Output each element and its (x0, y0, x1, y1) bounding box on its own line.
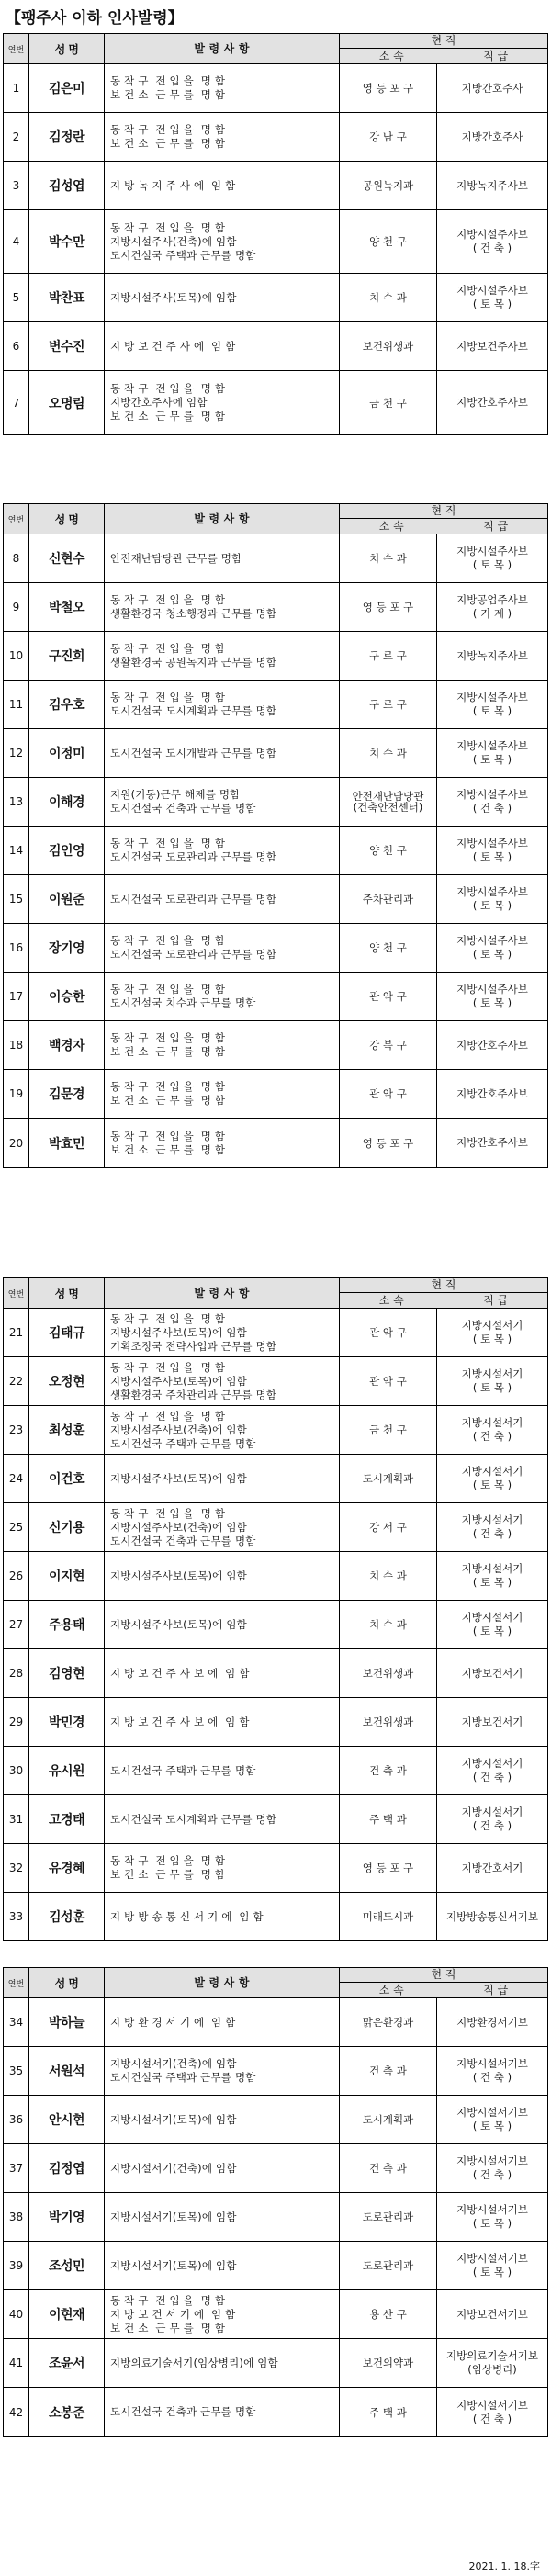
current-department: 금 천 구 (340, 1406, 437, 1454)
appointment-order: 지방시설주사보(토목)에 임함 (105, 1601, 340, 1648)
header-rank: 직 급 (483, 1294, 509, 1307)
table-row (4, 162, 547, 210)
header-no: 연번 (4, 504, 29, 534)
row-number: 30 (4, 1747, 29, 1794)
header-prev (340, 1968, 547, 1997)
appointment-order: 동 작 구 전 입 을 명 함 생활환경국 청소행정과 근무를 명함 (105, 583, 340, 631)
table-row (4, 1070, 547, 1119)
current-rank: 지방간호주사보 (456, 1038, 528, 1052)
current-rank: 지방시설서기 ( 건 축 ) (461, 1513, 523, 1540)
row-number: 8 (4, 534, 29, 582)
person-name: 김은미 (29, 64, 105, 112)
row-number: 14 (4, 827, 29, 874)
current-department: 보건위생과 (340, 1698, 437, 1746)
table-row (4, 1795, 547, 1844)
current-department: 도로관리과 (340, 2193, 437, 2241)
current-department: 구 로 구 (340, 632, 437, 680)
appointment-order: 지 방 녹 지 주 사 에 임 함 (105, 162, 340, 209)
current-department: 강 북 구 (340, 1021, 437, 1069)
person-name: 박민경 (29, 1698, 105, 1746)
current-rank: 지방환경서기보 (456, 2015, 528, 2029)
row-number: 35 (4, 2047, 29, 2095)
header-prev (340, 34, 547, 63)
person-name: 구진희 (29, 632, 105, 680)
person-name: 김정란 (29, 113, 105, 161)
current-rank: 지방시설서기보 ( 토 목 ) (456, 2252, 528, 2278)
current-rank: 지방시설주사보 ( 토 목 ) (456, 739, 528, 766)
current-rank: 지방시설서기 ( 토 목 ) (461, 1367, 523, 1394)
row-number: 19 (4, 1070, 29, 1118)
row-number: 39 (4, 2242, 29, 2289)
row-number: 40 (4, 2290, 29, 2338)
current-department: 도시계획과 (340, 2096, 437, 2143)
header-prev-title: 현 직 (340, 1278, 547, 1293)
current-rank: 지방시설서기보 ( 건 축 ) (456, 2398, 528, 2425)
row-number: 20 (4, 1119, 29, 1167)
current-rank: 지방시설서기보 ( 건 축 ) (456, 2154, 528, 2181)
table-row (4, 1309, 547, 1357)
table-row (4, 729, 547, 778)
table-row (4, 371, 547, 434)
table-row (4, 534, 547, 583)
table-row (4, 2242, 547, 2290)
current-rank: 지방시설주사보 ( 토 목 ) (456, 545, 528, 571)
current-department: 양 천 구 (340, 924, 437, 972)
person-name: 안시현 (29, 2096, 105, 2143)
appointment-order: 동 작 구 전 입 을 명 함 지방시설주사(건축)에 임함 도시건설국 주택과 근무를 명함 (105, 210, 340, 273)
header-prev-sub (340, 519, 547, 534)
current-rank: 지방시설서기 ( 건 축 ) (461, 1757, 523, 1783)
appointment-order: 지방시설주사보(토목)에 임함 (105, 1552, 340, 1600)
personnel-table (3, 1967, 548, 2437)
row-number: 21 (4, 1309, 29, 1356)
appointment-order: 동 작 구 전 입 을 명 함 지방시설주사보(토목)에 임함 기획조정국 전략사업과 근무를 명함 (105, 1309, 340, 1356)
table-row (4, 1455, 547, 1503)
appointment-order: 동 작 구 전 입 을 명 함 보 건 소 근 무 를 명 함 (105, 113, 340, 161)
current-department: 보건위생과 (340, 322, 437, 370)
appointment-order: 지방시설서기(토목)에 임함 (105, 2096, 340, 2143)
person-name: 장기영 (29, 924, 105, 972)
current-rank: 지방보건주사보 (456, 339, 528, 353)
current-rank: 지방방송통신서기보 (446, 1909, 538, 1923)
current-department: 양 천 구 (340, 827, 437, 874)
person-name: 김인영 (29, 827, 105, 874)
table-row (4, 924, 547, 973)
appointment-order: 도시건설국 도로관리과 근무를 명함 (105, 875, 340, 923)
person-name: 소봉준 (29, 2388, 105, 2436)
header-rank: 직 급 (483, 1984, 509, 1997)
person-name: 유시원 (29, 1747, 105, 1794)
person-name: 박기영 (29, 2193, 105, 2241)
row-number: 17 (4, 973, 29, 1020)
current-department: 강 남 구 (340, 113, 437, 161)
personnel-table (3, 1277, 548, 1941)
current-rank: 지방시설서기 ( 건 축 ) (461, 1805, 523, 1832)
current-department: 건 축 과 (340, 1747, 437, 1794)
table-row (4, 2290, 547, 2339)
row-number: 31 (4, 1795, 29, 1843)
header-no: 연번 (4, 1968, 29, 1997)
row-number: 1 (4, 64, 29, 112)
current-department: 치 수 과 (340, 1552, 437, 1600)
row-number: 36 (4, 2096, 29, 2143)
header-dept: 소 속 (340, 519, 444, 534)
row-number: 27 (4, 1601, 29, 1648)
current-rank: 지방보건서기 (461, 1715, 523, 1728)
row-number: 25 (4, 1503, 29, 1551)
row-number: 28 (4, 1649, 29, 1697)
current-rank: 지방시설서기보 ( 토 목 ) (456, 2203, 528, 2230)
appointment-order: 동 작 구 전 입 을 명 함 지방시설주사보(건축)에 임함 도시건설국 주택과 근무를 명함 (105, 1406, 340, 1454)
table-row (4, 583, 547, 632)
current-department: 관 악 구 (340, 1070, 437, 1118)
person-name: 신기용 (29, 1503, 105, 1551)
table-header (4, 34, 547, 64)
person-name: 오명림 (29, 371, 105, 434)
person-name: 고경태 (29, 1795, 105, 1843)
current-department: 용 산 구 (340, 2290, 437, 2338)
table-row (4, 2144, 547, 2193)
current-rank: 지방시설서기보 ( 토 목 ) (456, 2106, 528, 2132)
current-rank: 지방시설서기 ( 토 목 ) (461, 1465, 523, 1491)
current-department: 주 택 과 (340, 1795, 437, 1843)
current-rank: 지방시설주사보 ( 토 목 ) (456, 837, 528, 863)
person-name: 박찬표 (29, 274, 105, 321)
current-department: 미래도시과 (340, 1893, 437, 1940)
row-number: 9 (4, 583, 29, 631)
row-number: 42 (4, 2388, 29, 2436)
row-number: 37 (4, 2144, 29, 2192)
header-rank: 직 급 (483, 520, 509, 533)
current-rank: 지방시설주사보 ( 토 목 ) (456, 284, 528, 310)
header-order: 발 령 사 항 (105, 34, 340, 63)
appointment-order: 지 방 환 경 서 기 에 임 함 (105, 1998, 340, 2046)
appointment-order: 동 작 구 전 입 을 명 함 도시건설국 치수과 근무를 명함 (105, 973, 340, 1020)
table-row (4, 1357, 547, 1406)
appointment-order: 지원(기동)근무 해제를 명함 도시건설국 건축과 근무를 명함 (105, 778, 340, 826)
header-name: 성 명 (29, 1968, 105, 1997)
current-department: 영 등 포 구 (340, 583, 437, 631)
appointment-order: 도시건설국 주택과 근무를 명함 (105, 1747, 340, 1794)
header-prev-title: 현 직 (340, 1968, 547, 1983)
table-row (4, 1649, 547, 1698)
appointment-order: 동 작 구 전 입 을 명 함 보 건 소 근 무 를 명 함 (105, 1844, 340, 1892)
current-department: 주차관리과 (340, 875, 437, 923)
row-number: 23 (4, 1406, 29, 1454)
current-department: 보건의약과 (340, 2339, 437, 2387)
person-name: 오정현 (29, 1357, 105, 1405)
current-department: 치 수 과 (340, 729, 437, 777)
current-rank: 지방시설서기 ( 토 목 ) (461, 1611, 523, 1637)
appointment-order: 지 방 방 송 통 신 서 기 에 임 함 (105, 1893, 340, 1940)
current-department: 영 등 포 구 (340, 1844, 437, 1892)
current-rank: 지방시설서기 ( 토 목 ) (461, 1562, 523, 1589)
appointment-order: 동 작 구 전 입 을 명 함 도시건설국 도로관리과 근무를 명함 (105, 827, 340, 874)
person-name: 김문경 (29, 1070, 105, 1118)
person-name: 박효민 (29, 1119, 105, 1167)
header-prev (340, 504, 547, 534)
current-department: 주 택 과 (340, 2388, 437, 2436)
header-name: 성 명 (29, 1278, 105, 1308)
appointment-order: 지방의료기술서기(임상병리)에 임함 (105, 2339, 340, 2387)
row-number: 2 (4, 113, 29, 161)
table-row (4, 1503, 547, 1552)
appointment-order: 동 작 구 전 입 을 명 함 도시건설국 도로관리과 근무를 명함 (105, 924, 340, 972)
current-department: 건 축 과 (340, 2144, 437, 2192)
current-department: 관 악 구 (340, 1357, 437, 1405)
appointment-order: 지방시설서기(토목)에 임함 (105, 2242, 340, 2289)
row-number: 18 (4, 1021, 29, 1069)
header-order: 발 령 사 항 (105, 504, 340, 534)
table-row (4, 2047, 547, 2096)
person-name: 김우호 (29, 681, 105, 728)
header-name: 성 명 (29, 504, 105, 534)
appointment-order: 동 작 구 전 입 을 명 함 보 건 소 근 무 를 명 함 (105, 1119, 340, 1167)
current-rank: 지방간호주사 (461, 129, 523, 143)
appointment-order: 동 작 구 전 입 을 명 함 보 건 소 근 무 를 명 함 (105, 64, 340, 112)
current-rank: 지방시설주사보 ( 토 목 ) (456, 934, 528, 961)
personnel-table (3, 503, 548, 1168)
issue-date: 2021. 1. 18.字 (468, 2560, 540, 2572)
current-department: 영 등 포 구 (340, 1119, 437, 1167)
table-row (4, 322, 547, 371)
row-number: 3 (4, 162, 29, 209)
current-department: 공원녹지과 (340, 162, 437, 209)
person-name: 백경자 (29, 1021, 105, 1069)
current-rank: 지방녹지주사보 (456, 178, 528, 192)
current-department: 맑은환경과 (340, 1998, 437, 2046)
row-number: 34 (4, 1998, 29, 2046)
table-header (4, 1278, 547, 1309)
row-number: 12 (4, 729, 29, 777)
table-row (4, 2096, 547, 2144)
header-prev-sub (340, 49, 547, 63)
appointment-order: 동 작 구 전 입 을 명 함 보 건 소 근 무 를 명 함 (105, 1021, 340, 1069)
appointment-order: 지 방 보 건 주 사 에 임 함 (105, 322, 340, 370)
person-name: 이현재 (29, 2290, 105, 2338)
row-number: 32 (4, 1844, 29, 1892)
current-department: 건 축 과 (340, 2047, 437, 2095)
table-row (4, 1119, 547, 1167)
table-row (4, 875, 547, 924)
table-row (4, 681, 547, 729)
person-name: 이정미 (29, 729, 105, 777)
table-row (4, 1601, 547, 1649)
appointment-order: 지방시설서기(건축)에 임함 도시건설국 주택과 근무를 명함 (105, 2047, 340, 2095)
header-rank: 직 급 (483, 50, 509, 62)
appointment-order: 지방시설주사보(토목)에 임함 (105, 1455, 340, 1502)
appointment-order: 지 방 보 건 주 사 보 에 임 함 (105, 1698, 340, 1746)
table-row (4, 1747, 547, 1795)
row-number: 15 (4, 875, 29, 923)
person-name: 신현수 (29, 534, 105, 582)
person-name: 이승한 (29, 973, 105, 1020)
current-rank: 지방시설주사보 ( 토 목 ) (456, 983, 528, 1009)
person-name: 박수만 (29, 210, 105, 273)
current-rank: 지방간호주사보 (456, 1086, 528, 1100)
appointment-order: 지방시설서기(토목)에 임함 (105, 2193, 340, 2241)
appointment-order: 안전재난담당관 근무를 명함 (105, 534, 340, 582)
person-name: 유경혜 (29, 1844, 105, 1892)
person-name: 김정엽 (29, 2144, 105, 2192)
header-dept: 소 속 (340, 1293, 444, 1308)
person-name: 주용태 (29, 1601, 105, 1648)
table-row (4, 1406, 547, 1455)
person-name: 조윤서 (29, 2339, 105, 2387)
current-department: 도시계획과 (340, 1455, 437, 1502)
person-name: 이지현 (29, 1552, 105, 1600)
table-row (4, 1021, 547, 1070)
row-number: 22 (4, 1357, 29, 1405)
appointment-order: 지방시설주사(토목)에 임함 (105, 274, 340, 321)
table-row (4, 2388, 547, 2436)
current-rank: 지방보건서기 (461, 1666, 523, 1680)
appointment-order: 동 작 구 전 입 을 명 함 보 건 소 근 무 를 명 함 (105, 1070, 340, 1118)
header-prev-title: 현 직 (340, 34, 547, 49)
table-row (4, 778, 547, 827)
appointment-order: 동 작 구 전 입 을 명 함 도시건설국 도시계획과 근무를 명함 (105, 681, 340, 728)
appointment-order: 지 방 보 건 주 사 보 에 임 함 (105, 1649, 340, 1697)
person-name: 김태규 (29, 1309, 105, 1356)
person-name: 이해경 (29, 778, 105, 826)
current-department: 관 악 구 (340, 1309, 437, 1356)
header-order: 발 령 사 항 (105, 1278, 340, 1308)
current-rank: 지방간호주사 (461, 81, 523, 95)
current-department: 구 로 구 (340, 681, 437, 728)
page-title: 【팽주사 이하 인사발령】 (6, 9, 184, 28)
appointment-order: 도시건설국 건축과 근무를 명함 (105, 2388, 340, 2436)
header-prev-title: 현 직 (340, 504, 547, 519)
appointment-order: 지방시설서기(건축)에 임함 (105, 2144, 340, 2192)
appointment-order: 동 작 구 전 입 을 명 함 지방시설주사보(토목)에 임함 생활환경국 주차관리과 근무를 명함 (105, 1357, 340, 1405)
appointment-order: 동 작 구 전 입 을 명 함 지 방 보 건 서 기 에 임 함 보 건 소 근 무 를 명 함 (105, 2290, 340, 2338)
header-no: 연번 (4, 34, 29, 63)
header-prev-sub (340, 1293, 547, 1308)
current-department: 관 악 구 (340, 973, 437, 1020)
current-department: 안전재난담당관 (건축안전센터) (340, 778, 437, 826)
current-rank: 지방시설서기 ( 건 축 ) (461, 1416, 523, 1443)
row-number: 33 (4, 1893, 29, 1940)
table-row (4, 274, 547, 322)
current-department: 보건위생과 (340, 1649, 437, 1697)
current-rank: 지방시설서기보 ( 건 축 ) (456, 2057, 528, 2084)
header-order: 발 령 사 항 (105, 1968, 340, 1997)
person-name: 김성엽 (29, 162, 105, 209)
table-row (4, 2339, 547, 2388)
row-number: 4 (4, 210, 29, 273)
person-name: 박하늘 (29, 1998, 105, 2046)
appointment-order: 도시건설국 도시계획과 근무를 명함 (105, 1795, 340, 1843)
person-name: 조성민 (29, 2242, 105, 2289)
header-no: 연번 (4, 1278, 29, 1308)
header-dept: 소 속 (340, 1983, 444, 1997)
current-department: 금 천 구 (340, 371, 437, 434)
row-number: 41 (4, 2339, 29, 2387)
current-rank: 지방시설주사보 ( 토 목 ) (456, 691, 528, 717)
current-rank: 지방보건서기보 (456, 2307, 528, 2321)
appointment-order: 동 작 구 전 입 을 명 함 생활환경국 공원녹지과 근무를 명함 (105, 632, 340, 680)
person-name: 박철오 (29, 583, 105, 631)
table-row (4, 973, 547, 1021)
current-rank: 지방시설주사보 ( 건 축 ) (456, 788, 528, 815)
row-number: 38 (4, 2193, 29, 2241)
current-department: 양 천 구 (340, 210, 437, 273)
person-name: 변수진 (29, 322, 105, 370)
row-number: 24 (4, 1455, 29, 1502)
current-department: 영 등 포 구 (340, 64, 437, 112)
appointment-order: 도시건설국 도시개발과 근무를 명함 (105, 729, 340, 777)
row-number: 11 (4, 681, 29, 728)
table-row (4, 1844, 547, 1893)
header-prev-sub (340, 1983, 547, 1997)
current-rank: 지방간호서기 (461, 1861, 523, 1874)
row-number: 6 (4, 322, 29, 370)
current-rank: 지방의료기술서기보 (임상병리) (446, 2349, 538, 2376)
table-row (4, 632, 547, 681)
person-name: 이건호 (29, 1455, 105, 1502)
table-row (4, 1552, 547, 1601)
row-number: 16 (4, 924, 29, 972)
table-row (4, 210, 547, 274)
current-department: 도로관리과 (340, 2242, 437, 2289)
row-number: 10 (4, 632, 29, 680)
current-department: 치 수 과 (340, 534, 437, 582)
current-rank: 지방시설서기 ( 토 목 ) (461, 1319, 523, 1345)
current-department: 치 수 과 (340, 1601, 437, 1648)
person-name: 서원석 (29, 2047, 105, 2095)
current-rank: 지방녹지주사보 (456, 648, 528, 662)
table-row (4, 1698, 547, 1747)
header-name: 성 명 (29, 34, 105, 63)
row-number: 5 (4, 274, 29, 321)
table-header (4, 1968, 547, 1998)
row-number: 13 (4, 778, 29, 826)
header-dept: 소 속 (340, 49, 444, 63)
table-row (4, 113, 547, 162)
row-number: 7 (4, 371, 29, 434)
current-rank: 지방시설주사보 ( 토 목 ) (456, 885, 528, 912)
current-rank: 지방시설주사보 ( 건 축 ) (456, 228, 528, 254)
appointment-order: 동 작 구 전 입 을 명 함 지방간호주사에 임함 보 건 소 근 무 를 명 함 (105, 371, 340, 434)
row-number: 26 (4, 1552, 29, 1600)
appointment-order: 동 작 구 전 입 을 명 함 지방시설주사보(건축)에 임함 도시건설국 건축과 근무를 명함 (105, 1503, 340, 1551)
person-name: 김성훈 (29, 1893, 105, 1940)
table-row (4, 1998, 547, 2047)
header-prev (340, 1278, 547, 1308)
person-name: 김영현 (29, 1649, 105, 1697)
table-row (4, 2193, 547, 2242)
current-rank: 지방간호주사보 (456, 1136, 528, 1149)
table-row (4, 64, 547, 113)
current-department: 강 서 구 (340, 1503, 437, 1551)
personnel-table (3, 33, 548, 435)
current-rank: 지방공업주사보 ( 기 계 ) (456, 593, 528, 620)
current-rank: 지방간호주사보 (456, 396, 528, 409)
table-row (4, 827, 547, 875)
table-row (4, 1893, 547, 1940)
table-header (4, 504, 547, 534)
current-department: 치 수 과 (340, 274, 437, 321)
person-name: 최성훈 (29, 1406, 105, 1454)
row-number: 29 (4, 1698, 29, 1746)
person-name: 이원준 (29, 875, 105, 923)
